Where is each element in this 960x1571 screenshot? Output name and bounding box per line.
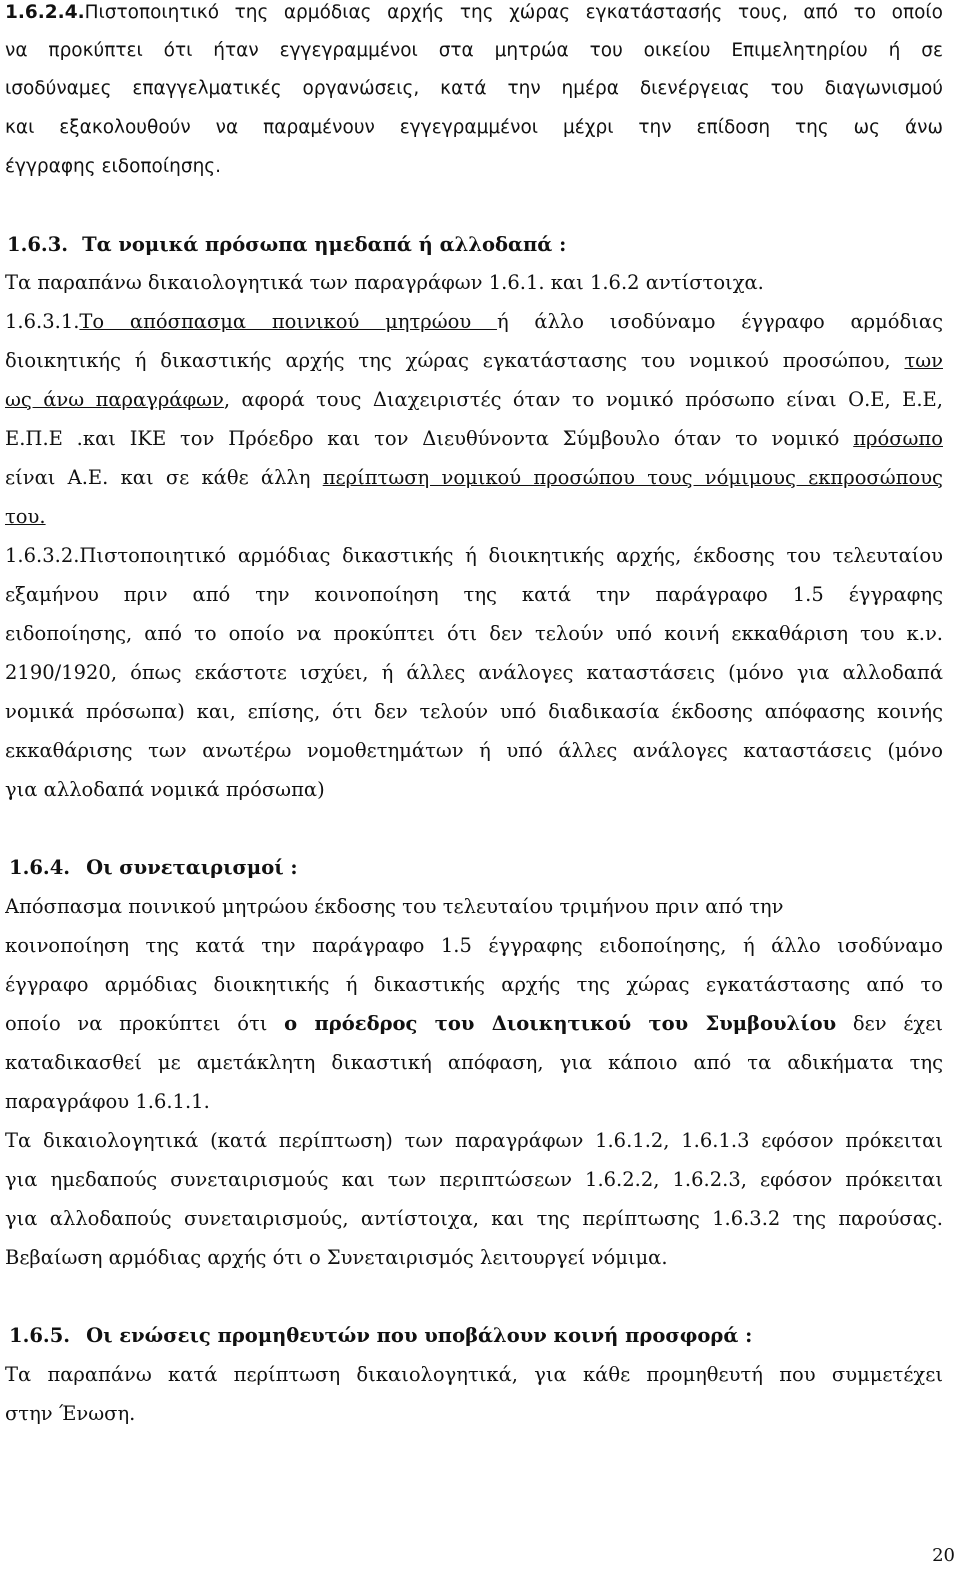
para-1-6-3-2-line-7: για αλλοδαπά νομικά πρόσωπα) (5, 778, 325, 801)
section-heading-1-6-4 (9, 856, 947, 880)
para-1-6-2-4-line-1: 1.6.2.4.Πιστοποιητικό της αρμόδιας αρχής της χώρας εγκατάστασής τους, από το οποίο (5, 2, 943, 23)
para-1-6-3-1-line-2: διοικητικής ή δικαστικής αρχής της χώρας εγκατάστασης του νομικού προσώπου, των (5, 349, 943, 372)
para-1-6-4-line-2: κοινοποίηση της κατά την παράγραφο 1.5 έγγραφης ειδοποίησης, ή άλλο ισοδύναμο (5, 934, 943, 957)
section-title: Τα νομικά πρόσωπα ημεδαπά ή αλλοδαπά : (82, 233, 567, 256)
para-1-6-3-1-line-3: ως άνω παραγράφων, αφορά τους Διαχειριστές όταν το νομικό πρόσωπο είναι Ο.Ε, Ε.Ε, (5, 388, 943, 411)
para-1-6-2-4-line-3: ισοδύναμες επαγγελματικές οργανώσεις, κατά την ημέρα διενέργειας του διαγωνισμού (5, 78, 943, 99)
para-1-6-3-2-line-2: εξαμήνου πριν από την κοινοποίηση της κατά την παράγραφο 1.5 έγγραφης (5, 583, 943, 606)
para-1-6-2-4-line-4: και εξακολουθούν να παραμένουν εγγεγραμμένοι μέχρι την επίδοση της ως άνω (5, 117, 943, 138)
para-1-6-4-line-3: έγγραφο αρμόδιας διοικητικής ή δικαστικής αρχής της χώρας εγκατάστασης από το (5, 973, 943, 996)
para-1-6-4-line-1: Απόσπασμα ποινικού μητρώου έκδοσης του τελευταίου τριμήνου πριν από την (5, 895, 784, 918)
para-1-6-5-line-1: Τα παραπάνω κατά περίπτωση δικαιολογητικά, για κάθε προμηθευτή που συμμετέχει (5, 1363, 943, 1386)
para-1-6-5-line-2: στην Ένωση. (5, 1402, 136, 1425)
para-1-6-3-2-line-1: 1.6.3.2.Πιστοποιητικό αρμόδιας δικαστικής ή διοικητικής αρχής, έκδοσης του τελευταίου (5, 544, 943, 567)
para-1-6-3-2-line-5: νομικά πρόσωπα) και, επίσης, ότι δεν τελούν υπό διαδικασία έκδοσης απόφασης κοινής (5, 700, 943, 723)
para-1-6-4-line-5: καταδικασθεί με αμετάκλητη δικαστική απόφαση, για κάποιο από τα αδικήματα της (5, 1051, 943, 1074)
page-number: 20 (932, 1545, 955, 1566)
para-1-6-4-line-4: οποίο να προκύπτει ότι ο πρόεδρος του Διοικητικού του Συμβουλίου δεν έχει (5, 1012, 943, 1035)
para-1-6-3-1-line-6: του. (5, 505, 46, 528)
para-1-6-4-line-8: για ημεδαπούς συνεταιρισμούς και των περιπτώσεων 1.6.2.2, 1.6.2.3, εφόσον πρόκειται (5, 1168, 943, 1191)
para-1-6-2-4-line-2: να προκύπτει ότι ήταν εγγεγραμμένοι στα μητρώα του οικείου Επιμελητηρίου ή σε (5, 40, 943, 61)
section-number: 1.6.3. (7, 233, 69, 256)
section-title: Οι ενώσεις προμηθευτών που υποβάλουν κοινή προσφορά : (86, 1324, 753, 1347)
section-number: 1.6.3.2. (5, 544, 80, 567)
section-number: 1.6.4. (9, 856, 71, 879)
para-1-6-4-line-9: για αλλοδαπούς συνεταιρισμούς, αντίστοιχα, και της περίπτωσης 1.6.3.2 της παρούσας. (5, 1207, 943, 1230)
para-1-6-3-2-line-3: ειδοποίησης, από το οποίο να προκύπτει ότι δεν τελούν υπό κοινή εκκαθάριση του κ.ν. (5, 622, 943, 645)
para-1-6-4-line-10: Βεβαίωση αρμόδιας αρχής ότι ο Συνεταιρισμός λειτουργεί νόμιμα. (5, 1246, 668, 1269)
para-1-6-3-1-line-1: 1.6.3.1.Το απόσπασμα ποινικού μητρώου ή άλλο ισοδύναμο έγγραφο αρμόδιας (5, 310, 943, 333)
para-1-6-3-1-line-4: Ε.Π.Ε .και ΙΚΕ τον Πρόεδρο και τον Διευθύνοντα Σύμβουλο όταν το νομικό πρόσωπο (5, 427, 943, 450)
section-number: 1.6.3.1. (5, 310, 80, 333)
para-1-6-4-line-6: παραγράφου 1.6.1.1. (5, 1090, 210, 1113)
para-1-6-3-1-line-5: είναι Α.Ε. και σε κάθε άλλη περίπτωση νομικού προσώπου τους νόμιμους εκπροσώπους (5, 466, 943, 489)
para-1-6-3-intro: Τα παραπάνω δικαιολογητικά των παραγράφων 1.6.1. και 1.6.2 αντίστοιχα. (5, 271, 764, 294)
para-1-6-4-line-7: Τα δικαιολογητικά (κατά περίπτωση) των παραγράφων 1.6.1.2, 1.6.1.3 εφόσον πρόκειται (5, 1129, 943, 1152)
section-number: 1.6.5. (9, 1324, 71, 1347)
section-heading-1-6-3 (7, 233, 945, 257)
section-heading-1-6-5 (9, 1324, 947, 1348)
para-1-6-2-4-line-5: έγγραφης ειδοποίησης. (5, 156, 222, 177)
section-title: Οι συνεταιρισμοί : (86, 856, 298, 879)
para-1-6-3-2-line-4: 2190/1920, όπως εκάστοτε ισχύει, ή άλλες ανάλογες καταστάσεις (μόνο για αλλοδαπά (5, 661, 943, 684)
para-1-6-3-2-line-6: εκκαθάρισης των ανωτέρω νομοθετημάτων ή υπό άλλες ανάλογες καταστάσεις (μόνο (5, 739, 943, 762)
section-number: 1.6.2.4. (5, 2, 85, 23)
